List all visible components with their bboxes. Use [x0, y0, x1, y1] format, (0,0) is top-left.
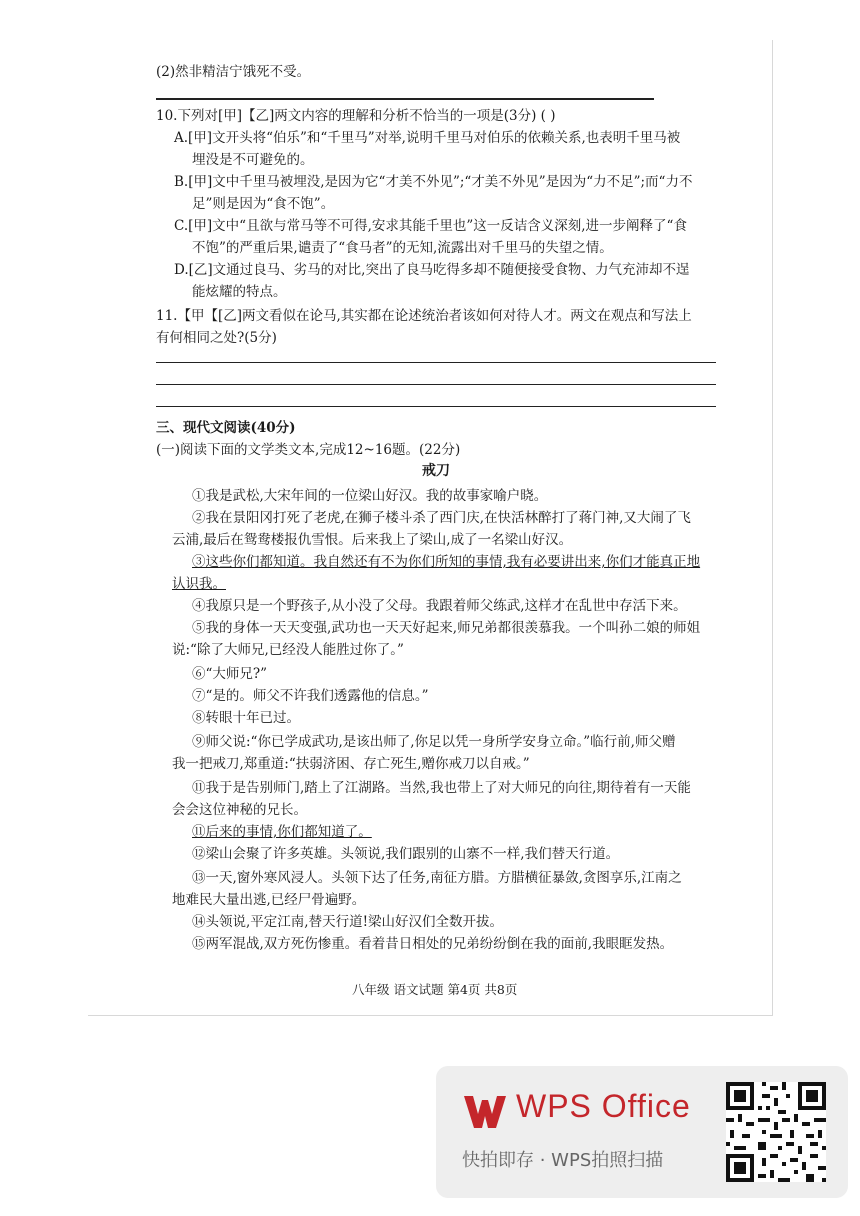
- exam-page: [88, 40, 773, 1016]
- wps-tagline: 快拍即存 · WPS拍照扫描: [462, 1150, 664, 1171]
- paragraph-1: ①我是武松,大宋年间的一位梁山好汉。我的故事家喻户晓。: [192, 488, 548, 504]
- paragraph-3: ③这些你们都知道。我自然还有不为你们所知的事情,我有必要讲出来,你们才能真正地: [192, 554, 701, 570]
- paragraph-13: ⑬一天,窗外寒风浸人。头领下达了任务,南征方腊。方腊横征暴敛,贪图享乐,江南之: [192, 870, 682, 886]
- paragraph-5-cont: 说:“除了大师兄,已经没人能胜过你了。”: [172, 642, 404, 658]
- option-c-cont: 不饱”的严重后果,谴责了“食马者”的无知,流露出对千里马的失望之情。: [192, 240, 613, 256]
- divider: [156, 98, 654, 100]
- page-footer: 八年级 语文试题 第4页 共8页: [352, 982, 518, 997]
- paragraph-8: ⑧转眼十年已过。: [192, 710, 300, 726]
- paragraph-9: ⑨师父说:“你已学成武功,是该出师了,你足以凭一身所学安身立命。”临行前,师父赠: [192, 734, 676, 750]
- line-q9-2: (2)然非精洁宁饿死不受。: [156, 64, 311, 80]
- paragraph-5: ⑤我的身体一天天变强,武功也一天天好起来,师兄弟都很羡慕我。一个叫孙二娘的师姐: [192, 620, 701, 636]
- question-10: 10.下列对[甲]【乙]两文内容的理解和分析不恰当的一项是(3分) ( ): [156, 108, 556, 124]
- answer-line-3: [156, 406, 716, 407]
- section-3-heading: 三、现代文阅读(40分): [156, 420, 296, 436]
- paragraph-7: ⑦“是的。师父不许我们透露他的信息。”: [192, 688, 429, 704]
- option-a: A.[甲]文开头将“伯乐”和“千里马”对举,说明千里马对伯乐的依赖关系,也表明千里马被: [174, 130, 681, 146]
- wps-brand: WPS Office: [516, 1088, 691, 1124]
- wps-logo-icon: [462, 1092, 508, 1132]
- paragraph-15: ⑮两军混战,双方死伤惨重。看着昔日相处的兄弟纷纷倒在我的面前,我眼眶发热。: [192, 936, 674, 952]
- paragraph-4: ④我原只是一个野孩子,从小没了父母。我跟着师父练武,这样才在乱世中存活下来。: [192, 598, 687, 614]
- option-b: B.[甲]文中千里马被埋没,是因为它“才美不外见”;“才美不外见”是因为“力不足”;而“力不: [174, 174, 693, 190]
- paragraph-9-cont: 我一把戒刀,郑重道:“扶弱济困、存亡死生,赠你戒刀以自戒。”: [172, 756, 530, 772]
- wps-watermark: [436, 1066, 848, 1198]
- paragraph-3-cont: 认识我。: [172, 576, 226, 592]
- question-11-cont: 有何相同之处?(5分): [156, 330, 277, 346]
- option-d-cont: 能炫耀的特点。: [192, 284, 287, 300]
- paragraph-11: ⑪后来的事情,你们都知道了。: [192, 824, 372, 840]
- option-c: C.[甲]文中“且欲与常马等不可得,安求其能千里也”这一反诘含义深刻,进一步阐释了“食: [174, 218, 687, 234]
- paragraph-10: ⑪我于是告别师门,踏上了江湖路。当然,我也带上了对大师兄的向往,期待着有一天能: [192, 780, 691, 796]
- paragraph-6: ⑥“大师兄?”: [192, 666, 268, 682]
- option-d: D.[乙]文通过良马、劣马的对比,突出了良马吃得多却不随便接受食物、力气充沛却不逞: [174, 262, 690, 278]
- paragraph-2: ②我在景阳冈打死了老虎,在狮子楼斗杀了西门庆,在快活林醉打了蒋门神,又大闹了飞: [192, 510, 691, 526]
- answer-line-1: [156, 362, 716, 363]
- paragraph-10-cont: 会会这位神秘的兄长。: [172, 802, 307, 818]
- subsection-1-heading: (一)阅读下面的文学类文本,完成12~16题。(22分): [156, 442, 461, 458]
- paragraph-2-cont: 云浦,最后在鸳鸯楼报仇雪恨。后来我上了梁山,成了一名梁山好汉。: [172, 532, 573, 548]
- paragraph-14: ⑭头领说,平定江南,替天行道!梁山好汉们全数开拔。: [192, 914, 504, 930]
- paragraph-12: ⑫梁山会聚了许多英雄。头领说,我们跟别的山寨不一样,我们替天行道。: [192, 846, 620, 862]
- option-b-cont: 足”则是因为“食不饱”。: [192, 196, 335, 212]
- story-title: 戒刀: [422, 463, 450, 479]
- paragraph-13-cont: 地难民大量出逃,已经尸骨遍野。: [172, 892, 366, 908]
- answer-line-2: [156, 384, 716, 385]
- qr-code-icon: [726, 1082, 826, 1182]
- option-a-cont: 埋没是不可避免的。: [192, 152, 314, 168]
- question-11: 11.【甲【[乙]两文看似在论马,其实都在论述统治者该如何对待人才。两文在观点和写法上: [156, 308, 692, 324]
